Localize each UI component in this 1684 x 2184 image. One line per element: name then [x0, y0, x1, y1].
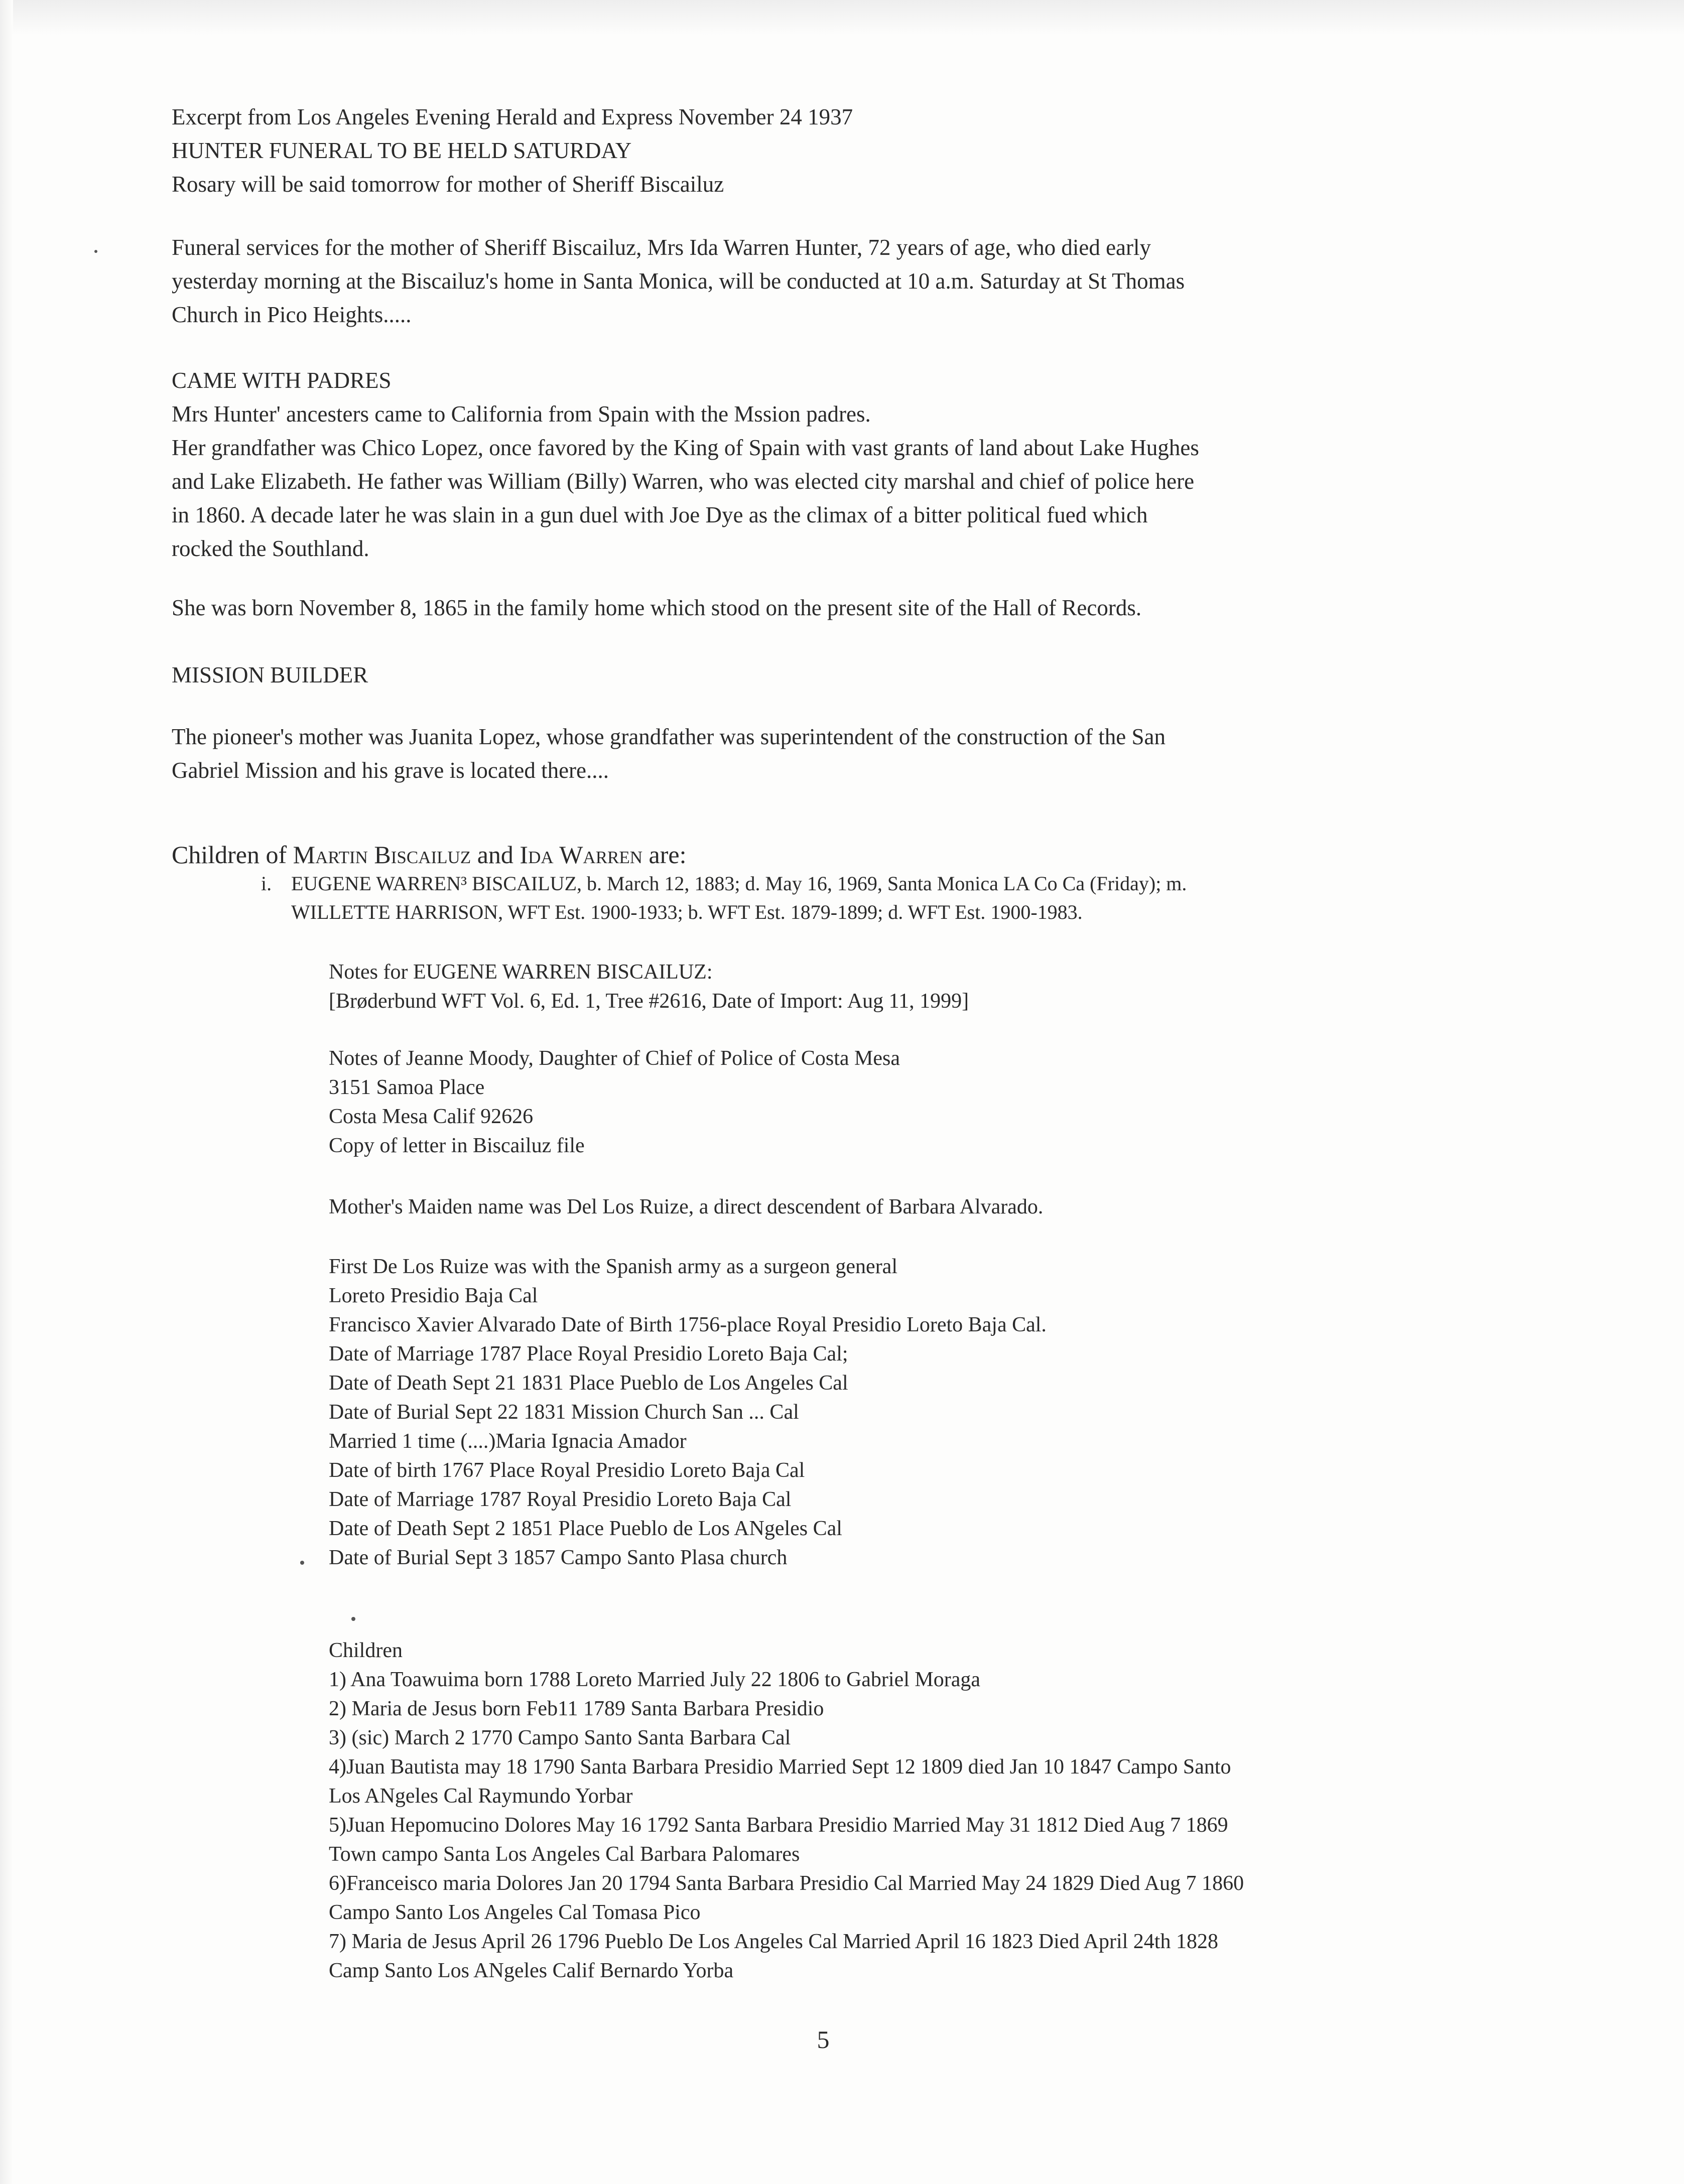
paragraph-line: Her grandfather was Chico Lopez, once favored by the King of Spain with vast grants of land about Lake Hughes	[172, 435, 1199, 460]
scan-speck	[351, 1617, 355, 1621]
mission-paragraph	[172, 720, 1477, 787]
moody-notes	[329, 1044, 1483, 1160]
notes-line: Mother's Maiden name was Del Los Ruize, a direct descendent of Barbara Alvarado.	[329, 1195, 1044, 1218]
paragraph-line: rocked the Southland.	[172, 536, 369, 561]
headline: HUNTER FUNERAL TO BE HELD SATURDAY	[172, 138, 632, 163]
paragraph-line: The pioneer's mother was Juanita Lopez, whose grandfather was superintendent of the construction of the San	[172, 724, 1165, 749]
family-prefix: Children of	[172, 841, 293, 869]
child-marker: i.	[261, 872, 272, 895]
scan-speck	[94, 250, 97, 253]
notes-line: Date of Burial Sept 3 1857 Campo Santo Plasa church	[329, 1546, 788, 1569]
notes-line: 3151 Samoa Place	[329, 1076, 485, 1099]
scan-speck	[300, 1561, 304, 1565]
notes-line: [Brøderbund WFT Vol. 6, Ed. 1, Tree #2616, Date of Import: Aug 11, 1999]	[329, 990, 969, 1013]
notes-line: Date of Burial Sept 22 1831 Mission Church San ... Cal	[329, 1401, 799, 1424]
paragraph-line: Funeral services for the mother of Sheriff Biscailuz, Mrs Ida Warren Hunter, 72 years of age, who died early	[172, 235, 1151, 260]
notes-line: Date of birth 1767 Place Royal Presidio Loreto Baja Cal	[329, 1459, 805, 1482]
paragraph-line: Mrs Hunter' ancesters came to California from Spain with the Mssion padres.	[172, 401, 871, 427]
family-heading	[172, 837, 686, 872]
list-item: 4)Juan Bautista may 18 1790 Santa Barbara Presidio Married Sept 12 1809 died Jan 10 1847 Campo Santo	[329, 1755, 1231, 1779]
list-item: Campo Santo Los Angeles Cal Tomasa Pico	[329, 1901, 701, 1924]
section-heading: CAME WITH PADRES	[172, 368, 392, 393]
excerpt-header	[172, 100, 1477, 201]
notes-line: Copy of letter in Biscailuz file	[329, 1134, 585, 1157]
notes-line: Notes for EUGENE WARREN BISCAILUZ:	[329, 961, 713, 984]
paragraph-line: Church in Pico Heights.....	[172, 302, 412, 327]
list-item: 6)Franceisco maria Dolores Jan 20 1794 Santa Barbara Presidio Cal Married May 24 1829 Died Aug 7 1860	[329, 1872, 1244, 1895]
subheadline: Rosary will be said tomorrow for mother of Sheriff Biscailuz	[172, 172, 724, 197]
child-line: WILLETTE HARRISON, WFT Est. 1900-1933; b. WFT Est. 1879-1899; d. WFT Est. 1900-1983.	[291, 901, 1083, 923]
list-item: 2) Maria de Jesus born Feb11 1789 Santa Barbara Presidio	[329, 1697, 824, 1720]
notes-line: Date of Marriage 1787 Place Royal Presidio Loreto Baja Cal;	[329, 1342, 848, 1366]
list-item: 1) Ana Toawuima born 1788 Loreto Married July 22 1806 to Gabriel Moraga	[329, 1668, 981, 1691]
list-item: 5)Juan Hepomucino Dolores May 16 1792 Santa Barbara Presidio Married May 31 1812 Died Aug 7 1869	[329, 1814, 1228, 1837]
padres-section	[172, 364, 1477, 566]
notes-line: Loreto Presidio Baja Cal	[329, 1284, 538, 1307]
excerpt-source: Excerpt from Los Angeles Evening Herald and Express November 24 1937	[172, 104, 853, 129]
list-item: Los ANgeles Cal Raymundo Yorbar	[329, 1785, 633, 1808]
funeral-paragraph	[172, 231, 1477, 332]
paragraph-line: and Lake Elizabeth. He father was William (Billy) Warren, who was elected city marshal and chief of police here	[172, 469, 1195, 494]
notes-line: Date of Marriage 1787 Royal Presidio Loreto Baja Cal	[329, 1488, 792, 1511]
scan-shadow-left	[0, 0, 13, 2184]
mother-name: Ida Warren	[520, 841, 643, 869]
notes-header	[329, 958, 1483, 1016]
notes-line: Costa Mesa Calif 92626	[329, 1105, 534, 1128]
paragraph-line: She was born November 8, 1865 in the family home which stood on the present site of the Hall of Records.	[172, 595, 1142, 620]
alvarado-lineage	[329, 1252, 1483, 1572]
list-item: 7) Maria de Jesus April 26 1796 Pueblo De Los Angeles Cal Married April 16 1823 Died April 24th 1828	[329, 1930, 1218, 1953]
paragraph-line: yesterday morning at the Biscailuz's home in Santa Monica, will be conducted at 10 a.m. Saturday at St Thomas	[172, 268, 1185, 294]
notes-line: Notes of Jeanne Moody, Daughter of Chief of Police of Costa Mesa	[329, 1047, 900, 1070]
children-heading: Children	[329, 1639, 403, 1662]
born-paragraph	[172, 591, 1477, 625]
notes-line: First De Los Ruize was with the Spanish army as a surgeon general	[329, 1255, 897, 1278]
list-item: Camp Santo Los ANgeles Calif Bernardo Yorba	[329, 1959, 734, 1982]
list-item: Town campo Santa Los Angeles Cal Barbara Palomares	[329, 1843, 800, 1866]
page-number: 5	[817, 2025, 830, 2054]
notes-line: Date of Death Sept 21 1831 Place Pueblo de Los Angeles Cal	[329, 1372, 848, 1395]
child-line: EUGENE WARREN³ BISCAILUZ, b. March 12, 1883; d. May 16, 1969, Santa Monica LA Co Ca (Friday); m.	[291, 872, 1187, 895]
notes-line: Married 1 time (....)Maria Ignacia Amador	[329, 1430, 687, 1453]
family-conjunction: and	[471, 841, 520, 869]
father-name: Martin Biscailuz	[293, 841, 471, 869]
section-heading: MISSION BUILDER	[172, 662, 368, 688]
notes-line: Date of Death Sept 2 1851 Place Pueblo de Los ANgeles Cal	[329, 1517, 842, 1540]
maiden-name-note	[329, 1192, 1483, 1221]
list-item: 3) (sic) March 2 1770 Campo Santo Santa Barbara Cal	[329, 1726, 791, 1749]
children-list	[329, 1636, 1483, 1985]
paragraph-line: in 1860. A decade later he was slain in a gun duel with Joe Dye as the climax of a bitter political fued which	[172, 502, 1148, 527]
notes-line: Francisco Xavier Alvarado Date of Birth 1756-place Royal Presidio Loreto Baja Cal.	[329, 1313, 1047, 1336]
mission-section	[172, 658, 1477, 692]
paragraph-line: Gabriel Mission and his grave is located there....	[172, 758, 609, 783]
child-entry	[261, 869, 1446, 926]
scan-shadow-top	[0, 0, 1684, 35]
family-suffix: are:	[642, 841, 687, 869]
